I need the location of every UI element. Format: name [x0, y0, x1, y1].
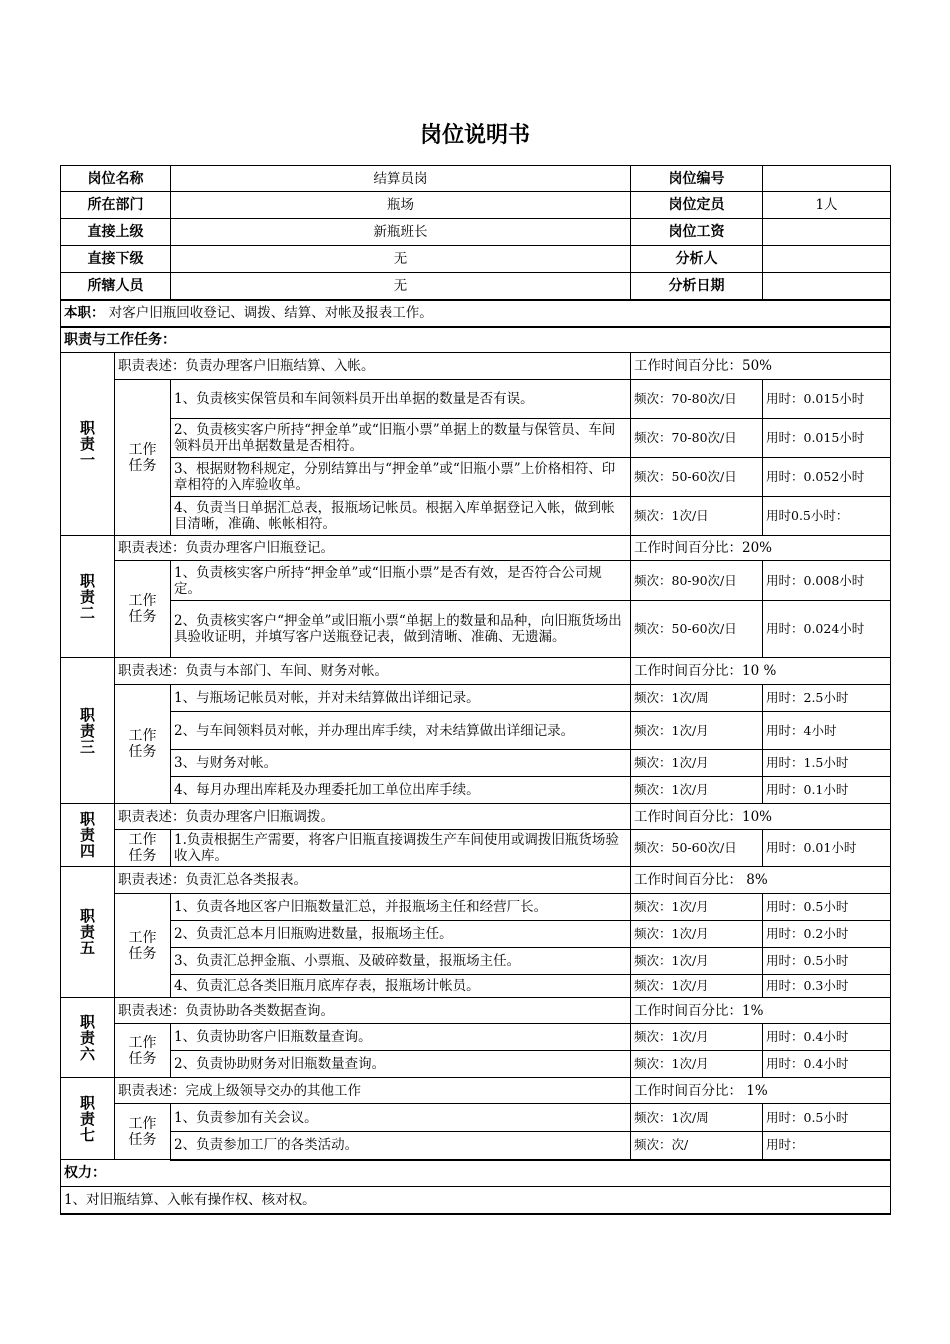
task-frequency: 频次：80-90次/日: [631, 561, 763, 601]
task-text: 2、负责核实客户所持“押金单”或“旧瓶小票”单据上的数量与保管员、车间领料员开出单据数量是否相符。: [171, 419, 631, 458]
task-text: 4、负责当日单据汇总表，报瓶场记帐员。根据入库单据登记入帐，做到帐目清晰，准确、帐帐相符。: [171, 497, 631, 536]
task-frequency: 频次：1次/日: [631, 497, 763, 536]
duty-description: 职责表述：完成上级领导交办的其他工作: [115, 1078, 631, 1104]
task-duration: 用时：0.4小时: [763, 1051, 891, 1078]
task-text: 2、与车间领料员对帐，并办理出库手续，对未结算做出详细记录。: [171, 712, 631, 750]
task-frequency: 频次：1次/月: [631, 712, 763, 750]
task-label: 工作 任务: [115, 380, 171, 536]
task-duration: 用时：0.4小时: [763, 1024, 891, 1051]
task-duration: 用时：0.5小时: [763, 894, 891, 921]
task-frequency: 频次：50-60次/日: [631, 601, 763, 658]
task-frequency: 频次：1次/周: [631, 1104, 763, 1132]
duty-name: 职 责 三: [61, 658, 115, 804]
field-value: [763, 246, 891, 273]
task-duration: 用时：4小时: [763, 712, 891, 750]
field-value: 新瓶班长: [171, 219, 631, 246]
task-frequency: 频次：70-80次/日: [631, 419, 763, 458]
task-duration: 用时：0.052小时: [763, 458, 891, 497]
task-label: 工作 任务: [115, 1024, 171, 1078]
duty-time-percent: 工作时间百分比：20%: [631, 536, 891, 561]
duty-description: 职责表述：负责办理客户旧瓶登记。: [115, 536, 631, 561]
duty-description: 职责表述：负责协助各类数据查询。: [115, 998, 631, 1024]
task-duration: 用时：0.024小时: [763, 601, 891, 658]
duty-description: 职责表述：负责与本部门、车间、财务对帐。: [115, 658, 631, 685]
task-text: 1、负责协助客户旧瓶数量查询。: [171, 1024, 631, 1051]
field-label: 直接下级: [61, 246, 171, 273]
page-title: 岗位说明书: [419, 123, 530, 148]
task-duration: 用时：0.008小时: [763, 561, 891, 601]
field-value: 无: [171, 246, 631, 273]
duty-time-percent: 工作时间百分比： 1%: [631, 1078, 891, 1104]
duty-name: 职 责 二: [61, 536, 115, 658]
task-frequency: 频次：1次/月: [631, 921, 763, 948]
task-frequency: 频次：1次/月: [631, 894, 763, 921]
job-description-table: [60, 165, 891, 1215]
duties-section-label: 职责与工作任务：: [61, 327, 891, 353]
task-duration: 用时：: [763, 1132, 891, 1160]
task-duration: 用时：0.5小时: [763, 948, 891, 975]
duty-time-percent: 工作时间百分比： 8%: [631, 867, 891, 894]
task-duration: 用时：0.015小时: [763, 419, 891, 458]
duty-description: 职责表述：负责汇总各类报表。: [115, 867, 631, 894]
task-text: 1、负责核实保管员和车间领料员开出单据的数量是否有误。: [171, 380, 631, 419]
task-text: 4、每月办理出库耗及办理委托加工单位出库手续。: [171, 777, 631, 804]
task-label: 工作 任务: [115, 1104, 171, 1160]
task-text: 1.负责根据生产需要，将客户旧瓶直接调拨生产车间使用或调拨旧瓶货场验收入库。: [171, 830, 631, 867]
task-duration: 用时：0.01小时: [763, 830, 891, 867]
task-frequency: 频次：1次/月: [631, 777, 763, 804]
benzhi-text: 对客户旧瓶回收登记、调拨、结算、对帐及报表工作。: [104, 305, 433, 321]
task-frequency: 频次：次/: [631, 1132, 763, 1160]
duty-name: 职 责 七: [61, 1078, 115, 1160]
field-value: [763, 166, 891, 192]
duty-time-percent: 工作时间百分比：50%: [631, 353, 891, 380]
task-text: 3、根据财物科规定，分别结算出与“押金单”或“旧瓶小票”上价格相符、印章相符的入库验收单。: [171, 458, 631, 497]
task-frequency: 频次：1次/月: [631, 1051, 763, 1078]
field-label: 所在部门: [61, 192, 171, 219]
task-frequency: 频次：1次/月: [631, 948, 763, 975]
task-frequency: 频次：1次/月: [631, 750, 763, 777]
task-duration: 用时0.5小时：: [763, 497, 891, 536]
duty-name: 职 责 五: [61, 867, 115, 998]
task-frequency: 频次：1次/月: [631, 1024, 763, 1051]
field-label: 所辖人员: [61, 273, 171, 300]
task-text: 2、负责协助财务对旧瓶数量查询。: [171, 1051, 631, 1078]
field-label: 岗位编号: [631, 166, 763, 192]
task-text: 2、负责汇总本月旧瓶购进数量，报瓶场主任。: [171, 921, 631, 948]
power-section-label: 权力：: [61, 1160, 891, 1187]
task-frequency: 频次：1次/周: [631, 685, 763, 712]
task-duration: 用时：0.2小时: [763, 921, 891, 948]
task-text: 1、与瓶场记帐员对帐，并对未结算做出详细记录。: [171, 685, 631, 712]
duty-time-percent: 工作时间百分比：10%: [631, 804, 891, 830]
task-text: 3、与财务对帐。: [171, 750, 631, 777]
task-label: 工作 任务: [115, 685, 171, 804]
field-label: 直接上级: [61, 219, 171, 246]
task-duration: 用时：0.015小时: [763, 380, 891, 419]
duty-name: 职 责 四: [61, 804, 115, 867]
field-value: 瓶场: [171, 192, 631, 219]
power-item: 1、对旧瓶结算、入帐有操作权、核对权。: [61, 1187, 891, 1214]
field-label: 岗位定员: [631, 192, 763, 219]
duty-description: 职责表述：负责办理客户旧瓶结算、入帐。: [115, 353, 631, 380]
field-label: 分析日期: [631, 273, 763, 300]
benzhi-row: [61, 300, 891, 327]
task-text: 1、负责核实客户所持“押金单”或“旧瓶小票”是否有效，是否符合公司规定。: [171, 561, 631, 601]
task-text: 3、负责汇总押金瓶、小票瓶、及破碎数量，报瓶场主任。: [171, 948, 631, 975]
field-label: 岗位名称: [61, 166, 171, 192]
benzhi-label: 本职：: [64, 305, 105, 321]
task-label: 工作 任务: [115, 894, 171, 998]
duty-description: 职责表述：负责办理客户旧瓶调拨。: [115, 804, 631, 830]
task-frequency: 频次：50-60次/日: [631, 830, 763, 867]
field-value: 1人: [763, 192, 891, 219]
field-value: 无: [171, 273, 631, 300]
field-value: 结算员岗: [171, 166, 631, 192]
task-duration: 用时：0.3小时: [763, 975, 891, 998]
field-label: 分析人: [631, 246, 763, 273]
field-value: [763, 219, 891, 246]
task-duration: 用时：0.5小时: [763, 1104, 891, 1132]
task-frequency: 频次：50-60次/日: [631, 458, 763, 497]
duty-name: 职 责 六: [61, 998, 115, 1078]
duty-name: 职 责 一: [61, 353, 115, 536]
task-text: 1、负责参加有关会议。: [171, 1104, 631, 1132]
duty-time-percent: 工作时间百分比：10 %: [631, 658, 891, 685]
task-duration: 用时：2.5小时: [763, 685, 891, 712]
field-label: 岗位工资: [631, 219, 763, 246]
task-label: 工作 任务: [115, 830, 171, 867]
task-frequency: 频次：70-80次/日: [631, 380, 763, 419]
task-text: 4、负责汇总各类旧瓶月底库存表，报瓶场计帐员。: [171, 975, 631, 998]
duty-time-percent: 工作时间百分比：1%: [631, 998, 891, 1024]
task-text: 1、负责各地区客户旧瓶数量汇总，并报瓶场主任和经营厂长。: [171, 894, 631, 921]
task-text: 2、负责参加工厂的各类活动。: [171, 1132, 631, 1160]
field-value: [763, 273, 891, 300]
task-duration: 用时：0.1小时: [763, 777, 891, 804]
task-label: 工作 任务: [115, 561, 171, 658]
task-text: 2、负责核实客户“押金单”或旧瓶小票“单据上的数量和品种，向旧瓶货场出具验收证明，并填写客户送瓶登记表，做到清晰、准确、无遗漏。: [171, 601, 631, 658]
task-frequency: 频次：1次/月: [631, 975, 763, 998]
task-duration: 用时：1.5小时: [763, 750, 891, 777]
